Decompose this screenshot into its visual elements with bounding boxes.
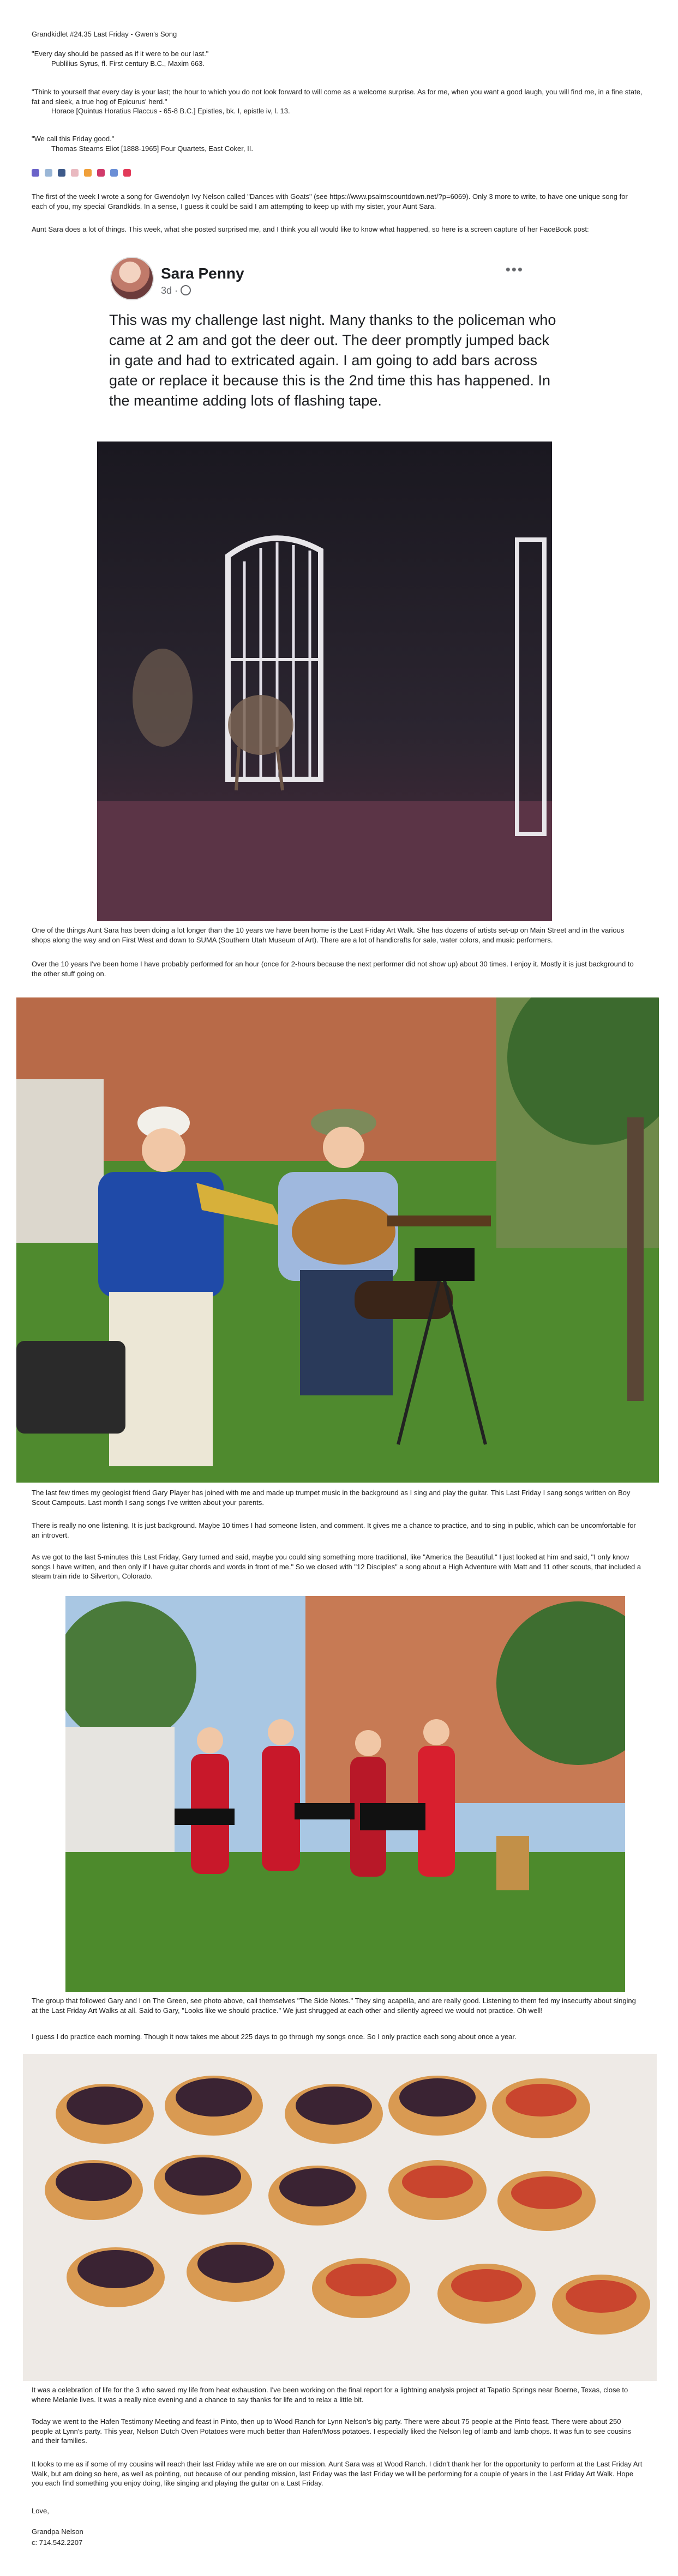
emoji-icon [45,169,52,177]
intro-paragraph-1: The first of the week I wrote a song for Gwendolyn Ivy Nelson called "Dances with Goats" (see https://www.psalmscountdown.net/?p=6069). Only 3 more to write, to have one unique song for each of you, my special Grandkids. In a sense, I guess it could be said I am attempting to keep up with my sister, your Aunt Sara. [32,192,628,210]
globe-icon [181,285,191,295]
quote-attribution: Thomas Stearns Eliot [1888-1965] Four Quartets, East Coker, II. [51,144,253,153]
gary-paragraph: The last few times my geologist friend Gary Player has joined with me and made up trumpet music in the background as I sing and play the guitar. This Last Friday I sang songs written on Boy Scout Campouts. Last month I sang songs I've written about your parents. [32,1489,631,1507]
quote-attribution: Publilius Syrus, fl. First century B.C., Maxim 663. [51,59,205,68]
avatar [110,257,154,300]
quote-text: "Every day should be passed as if it were to be our last." [32,50,209,58]
side-notes-image [65,1596,625,1992]
quote-2 [32,87,648,116]
signature-name: Grandpa Nelson [32,2527,83,2536]
musicians-image [16,997,659,1483]
emoji-icon [71,169,79,177]
intro-paragraph-2: Aunt Sara does a lot of things. This week, what she posted surprised me, and I think you all would like to know what happened, so here is a screen capture of her FaceBook post: [32,225,589,233]
quote-3 [32,134,648,153]
quote-text: "We call this Friday good." [32,135,115,143]
facebook-post-header [76,253,556,303]
closing-salutation: Love, [32,2507,49,2515]
musicians-photo [16,997,659,1483]
bruschetta-photo [23,2054,657,2381]
quote-attribution: Horace [Quintus Horatius Flaccus - 65-8 B.C.] Epistles, bk. I, epistle iv, l. 13. [51,107,290,116]
phone-number: c: 714.542.2207 [32,2538,83,2547]
emoji-icon [32,169,39,177]
side-notes-photo [65,1596,625,1992]
practice-paragraph: I guess I do practice each morning. Though it now takes me about 225 days to go through my songs once. So I only practice each song about once a year. [32,2033,517,2041]
side-notes-paragraph: The group that followed Gary and I on The Green, see photo above, call themselves "The Side Notes." They sing acapella, and are really good. Listening to them fed my insecurity about singing at the Last Friday Art Walks at all. Said to Gary, "Looks like we should practice." We just shrugged at each other and silently agreed we would not practice. Oh well! [32,1997,636,2015]
deer-gate-image [97,442,552,921]
post-time: 3d · [161,285,181,296]
emoji-icon [97,169,105,177]
emoji-icon [84,169,92,177]
emoji-icon [110,169,118,177]
poster-name: Sara Penny [161,265,244,282]
deer-gate-photo [97,442,552,921]
art-walk-paragraph-1: One of the things Aunt Sara has been doing a lot longer than the 10 years we have been home is the Last Friday Art Walk. She has dozens of artists set-up on Main Street and in the various shops along the way and on First West and down to SUMA (Southern Utah Museum of Art). There are a lot of handicrafts for sale, water colors, and music performers. [32,926,625,944]
emoji-icon [123,169,131,177]
hafen-paragraph: Today we went to the Hafen Testimony Meeting and feast in Pinto, then up to Wood Ranch for Lynn Nelson's big party. There were about 75 people at the Pinto feast. There were about 250 people at Lynn's party. This year, Nelson Dutch Oven Potatoes were much better than Hafen/Moss potatoes. I especially liked the Nelson leg of lamb and lamb chops. It was fun to see cousins and their families. [32,2417,632,2445]
quote-1 [32,49,648,68]
facebook-post [76,253,556,409]
last-five-minutes-paragraph: As we got to the last 5-minutes this Last Friday, Gary turned and said, maybe you could sing something more traditional, like "America the Beautiful." I just looked at him and said, "I only know songs I have written, and then only if I have guitar chords and words in front of me." So we closed with "12 Disciples" a song about a High Adventure with Matt and 11 other scouts, that included a steam train ride to Silverton, Colorado. [32,1553,641,1581]
emoji-row [32,169,131,177]
page-title: Grandkidlet #24.35 Last Friday - Gwen's Song [32,30,177,38]
quote-text: "Think to yourself that every day is your last; the hour to which you do not look forward to will come as a welcome surprise. As for me, when you want a good laugh, you will find me, in a fine state, fat and sleek, a true hog of Epicurus' herd." [32,88,643,106]
post-text: This was my challenge last night. Many thanks to the policeman who came at 2 am and got the deer out. The deer promptly jumped back in gate and had to extricated again. I am going to add bars across gate or replace it because this is the 2nd time this has happened. In the meantime adding lots of flashing tape. [109,312,556,409]
cousins-paragraph: It looks to me as if some of my cousins will reach their last Friday while we are on our mission. Aunt Sara was at Wood Ranch. I didn't thank her for the opportunity to perform at the Last Friday Art Walk, but am doing so here, as well as pointing, out because of our pending mission, last Friday was the last Friday we will be performing for a couple of years in the Last Friday Art Walk. Hope you each find something you enjoy doing, like singing and playing the guitar on a Last Friday. [32,2460,643,2488]
more-options-icon: ••• [505,261,524,277]
celebration-paragraph: It was a celebration of life for the 3 who saved my life from heat exhaustion. I've been working on the final report for a lightning analysis project at Tapatio Springs near Boerne, Texas, close to where Melanie lives. It was a really nice evening and a chance to say thanks for life and to relax a little bit. [32,2386,628,2404]
post-meta [161,284,191,297]
emoji-icon [58,169,65,177]
bruschetta-image [23,2054,657,2381]
listening-paragraph: There is really no one listening. It is just background. Maybe 10 times I had someone listen, and comment. It gives me a chance to practice, and to sing in public, which can be uncomfortable for an introvert. [32,1521,636,1539]
art-walk-paragraph-2: Over the 10 years I've been home I have probably performed for an hour (once for 2-hours because the next performer did not show up) about 30 times. I enjoy it. Mostly it is just background to the other stuff going on. [32,960,634,978]
